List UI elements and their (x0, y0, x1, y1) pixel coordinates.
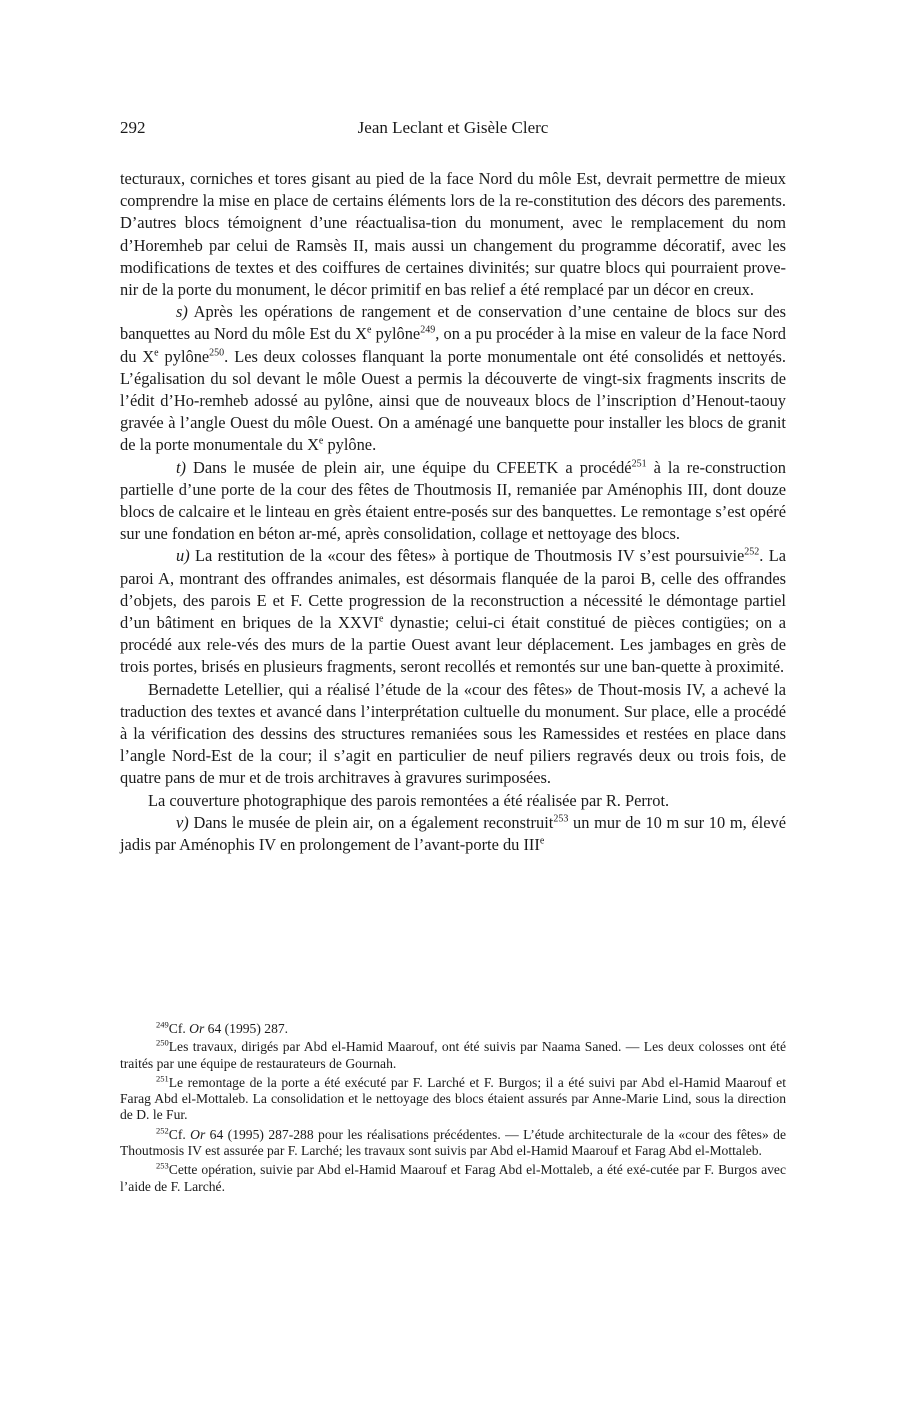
page-header (120, 118, 786, 142)
paragraph-v: v) Dans le musée de plein air, on a également reconstruit$^{253}$ un mur de 10 m sur 10 m, élevé jadis par Aménophis IV en prolongement de l’avant-porte du IIIe (120, 812, 786, 855)
footnote-ref-252[interactable]: 252 (744, 546, 760, 558)
footnote-ref-250[interactable]: 250 (209, 347, 225, 359)
footnote-249: $^{249}$Cf. Or 64 (1995) 287. (156, 1019, 289, 1036)
paragraph-letellier: Bernadette Letellier, qui a réalisé l’étude de la «cour des fêtes» de Thout-mosis IV, a achevé la traduction des textes et avancé dans l’interprétation cultuelle du monument. Sur place, elle a procédé à la vérification des dessins des structures remaniées sous les Ramessides et restées en place dans l’angle Nord-Est de la cour; il s’agit en particulier de neuf piliers regravés deux ou trois fois, de quatre pans de mur et de trois architraves à gravures surimposées. (120, 679, 786, 788)
page-number: 292 (120, 118, 146, 137)
section-label-v: v) (176, 812, 189, 832)
section-label-s: s) (176, 302, 188, 322)
footnote-ref-249[interactable]: 249 (420, 324, 436, 336)
paragraph-u: u) La restitution de la «cour des fêtes» à portique de Thoutmosis IV s’est poursuivie$^{252}$. La paroi A, montrant des offrandes animales, est désormais flanquée de la paroi B, celle des offrandes d’objets, des parois E et F. Cette progression de la reconstruction a nécessité le démontage partiel d’un bâtiment en briques de la XXVIe dynastie; celui-ci était constitué de pièces contigües; on a procédé aux rele-vés des murs de la partie Ouest avant leur déplacement. Les jambages en grès de trois portes, brisés en plusieurs fragments, seront recollés et remontés sur une ban-quette à proximité. (120, 546, 786, 677)
footnote-250: $^{250}$Les travaux, dirigés par Abd el-Hamid Maarouf, ont été suivis par Naama Saned. — Les deux colosses ont été traités par une équipe de restaurateurs de Gournah. (120, 1037, 786, 1071)
footnote-ref-251[interactable]: 251 (631, 458, 647, 470)
paragraph-continuation: tecturaux, corniches et tores gisant au pied de la face Nord du môle Est, devrait permettre de mieux comprendre la mise en place de certains éléments lors de la re-constitution des décors des parements. D’autres blocs témoignent d’une réactualisa-tion du monument, avec le remplacement du nom d’Horemheb par celui de Ramsès II, mais aussi un changement du programme décoratif, avec les modifications de textes et des coiffures de certaines divinités; sur quatre blocs qui pourraient prove-nir de la porte du monument, le décor primitif en bas relief a été remplacé par un décor en creux. (120, 169, 786, 300)
footnotes (120, 1021, 786, 1198)
paragraph-s: s) Après les opérations de rangement et de conservation d’une centaine de blocs sur des banquettes au Nord du môle Est du Xe pylône$^{249}$, on a pu procéder à la mise en valeur de la face Nord du Xe pylône$^{250}$. Les deux colosses flanquant la porte monumentale ont été consolidés et nettoyés. L’égalisation du sol devant le môle Ouest a permis la découverte de vingt-six fragments inscrits de l’édit d’Ho-remheb adossé au pylône, ainsi que de nouveaux blocs de l’inscription d’Henout-taouy gravée à l’angle Ouest du môle Ouest. On a aménagé une banquette pour installer les blocs de granit de la porte monumentale du Xe pylône. (120, 302, 786, 455)
footnote-253: $^{253}$Cette opération, suivie par Abd el-Hamid Maarouf et Farag Abd el-Mottaleb, a été exé-cutée par F. Burgos avec l’aide de F. Larché. (120, 1160, 786, 1194)
section-label-u: u) (176, 546, 190, 566)
running-head: Jean Leclant et Gisèle Clerc (357, 118, 549, 137)
footnote-251: $^{251}$Le remontage de la porte a été exécuté par F. Larché et F. Burgos; il a été suivi par Abd el-Hamid Maarouf et Farag Abd el-Mottaleb. La consolidation et le nettoyage des blocs étaient assurés par Anne-Marie Lind, sous la direction de D. le Fur. (120, 1073, 786, 1123)
section-label-t: t) (176, 457, 187, 477)
paragraph-perrot: La couverture photographique des parois remontées a été réalisée par R. Perrot. (148, 790, 670, 810)
footnote-ref-253[interactable]: 253 (553, 813, 569, 825)
paragraph-t: t) Dans le musée de plein air, une équipe du CFEETK a procédé$^{251}$ à la re-construction partielle d’une porte de la cour des fêtes de Thoutmosis II, remaniée par Aménophis III, dont douze blocs de calcaire et le linteau en grès étaient entre-posés sur des banquettes. Le remontage s’est opéré sur une fondation en béton ar-mé, après consolidation, collage et nettoyage des blocs. (120, 457, 786, 544)
footnote-252: $^{252}$Cf. Or 64 (1995) 287-288 pour les réalisations précédentes. — L’étude architecturale de la «cour des fêtes» de Thoutmosis IV est assurée par F. Larché; les travaux sont suivis par Abd el-Hamid Maarouf et Farag Abd el-Mottaleb. (120, 1125, 786, 1159)
main-text (120, 168, 786, 856)
